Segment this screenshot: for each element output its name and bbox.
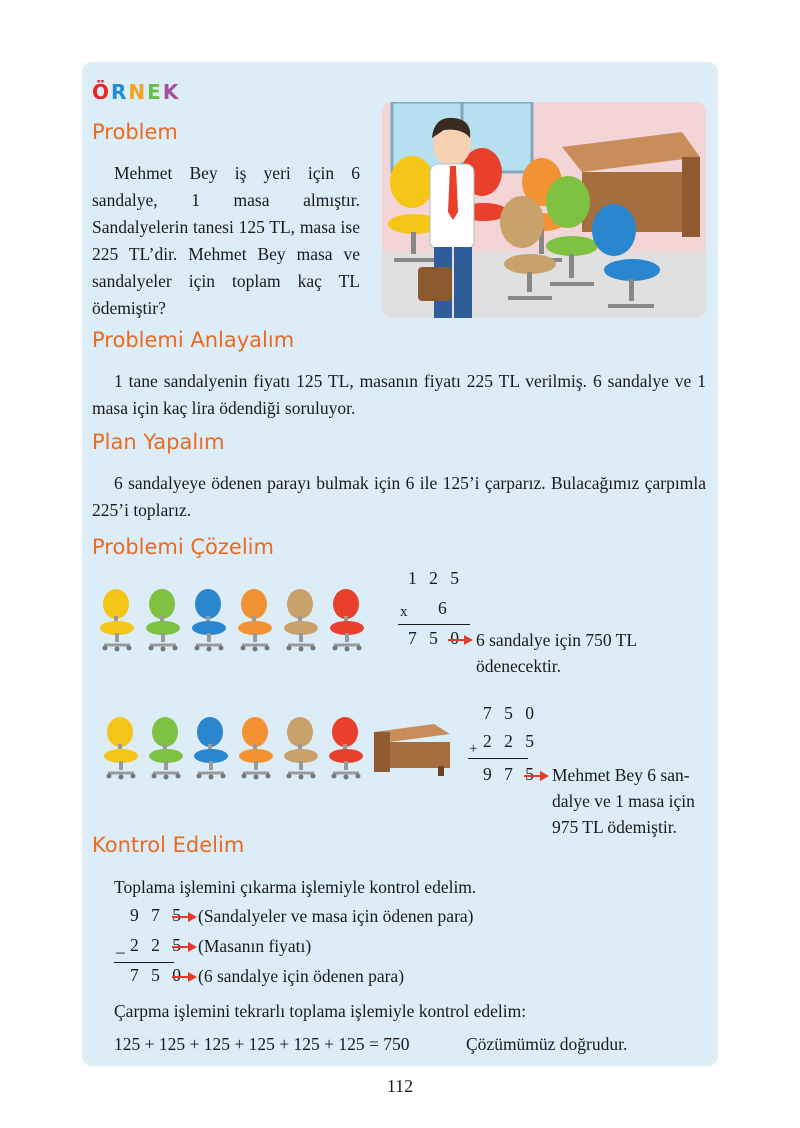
desk-icon [372,720,452,778]
control-row2-note: (Masanın fiyatı) [198,936,312,956]
repeat-intro: Çarpma işlemini tekrarlı toplama işlemiyle kontrol edelim: [114,1001,527,1021]
arrow-icon [448,634,474,646]
control-row3-note: (6 sandalye için ödenen para) [198,966,405,986]
chair-icon [280,588,322,652]
arrow-icon [172,911,198,923]
add-addend: 2 2 5 [483,731,538,751]
understand-heading: Problemi Anlayalım [92,328,295,352]
chair-icon [142,588,184,652]
badge-letter: E [147,80,163,104]
badge-letter: Ö [92,80,112,104]
mult-result: 7 5 0 [408,628,463,648]
solve-heading: Problemi Çözelim [92,535,274,559]
control-row2-num: 2 2 5 [130,935,185,955]
mult-operator: x [400,604,412,620]
conclusion: Çözümümüz doğrudur. [466,1034,628,1054]
control-row1-num: 9 7 5 [130,905,185,925]
chair-icon [100,716,142,780]
arrow-icon [524,770,550,782]
add-top: 7 5 0 [483,703,538,723]
add-result: 9 7 5 [483,764,538,784]
chair-icon [145,716,187,780]
chair-icon [235,716,277,780]
plan-heading: Plan Yapalım [92,430,225,454]
mult-line [398,624,470,625]
add-note-1: Mehmet Bey 6 san- [552,765,690,785]
plan-text: 6 sandalyeye ödenen parayı bulmak için 6 ile 125’i çarparız. Bulacağımız çarpımla 225’i toplarız. [92,473,706,520]
chair-icon [188,588,230,652]
chair-icon [325,716,367,780]
add-note-2: dalye ve 1 masa için [552,791,695,811]
chair-icon [96,588,138,652]
page-number: 112 [386,1076,414,1096]
mult-multiplier: 6 [438,598,451,618]
control-heading: Kontrol Edelim [92,833,245,857]
understand-text: 1 tane sandalyenin fiyatı 125 TL, masanın fiyatı 225 TL verilmiş. 6 sandalye ve 1 masa için kaç lira ödendiği soruluyor. [92,371,706,418]
control-line [114,962,174,963]
chair-icon [280,716,322,780]
arrow-icon [172,971,198,983]
problem-heading: Problem [92,120,178,144]
badge-letter: N [128,80,148,104]
mult-top: 1 2 5 [408,568,463,588]
control-intro: Toplama işlemini çıkarma işlemiyle kontrol edelim. [114,877,477,897]
add-note-3: 975 TL ödemiştir. [552,817,677,837]
chair-icon [326,588,368,652]
arrow-icon [172,941,198,953]
add-line [468,758,528,759]
add-operator: + [469,741,482,757]
mult-note-1: 6 sandalye için 750 TL [476,630,638,650]
chair-icon [190,716,232,780]
chair-icon [234,588,276,652]
control-row3-num: 7 5 0 [130,965,185,985]
control-row2-op: _ [116,935,129,955]
problem-text: Mehmet Bey iş yeri için 6 sandalye, 1 masa almıştır. Sandalyelerin tanesi 125 TL, masa ise 225 TL’dir. Mehmet Bey masa ve sandalyeler için toplam kaç TL ödemiştir? [92,163,360,318]
office-illustration [382,102,706,318]
mult-note-2: ödenecektir. [476,656,562,676]
control-row1-note: (Sandalyeler ve masa için ödenen para) [198,906,474,926]
repeat-equation: 125 + 125 + 125 + 125 + 125 + 125 = 750 [114,1034,410,1054]
badge-letter: K [162,80,181,104]
badge-letter: R [111,80,129,104]
example-badge [92,80,180,104]
